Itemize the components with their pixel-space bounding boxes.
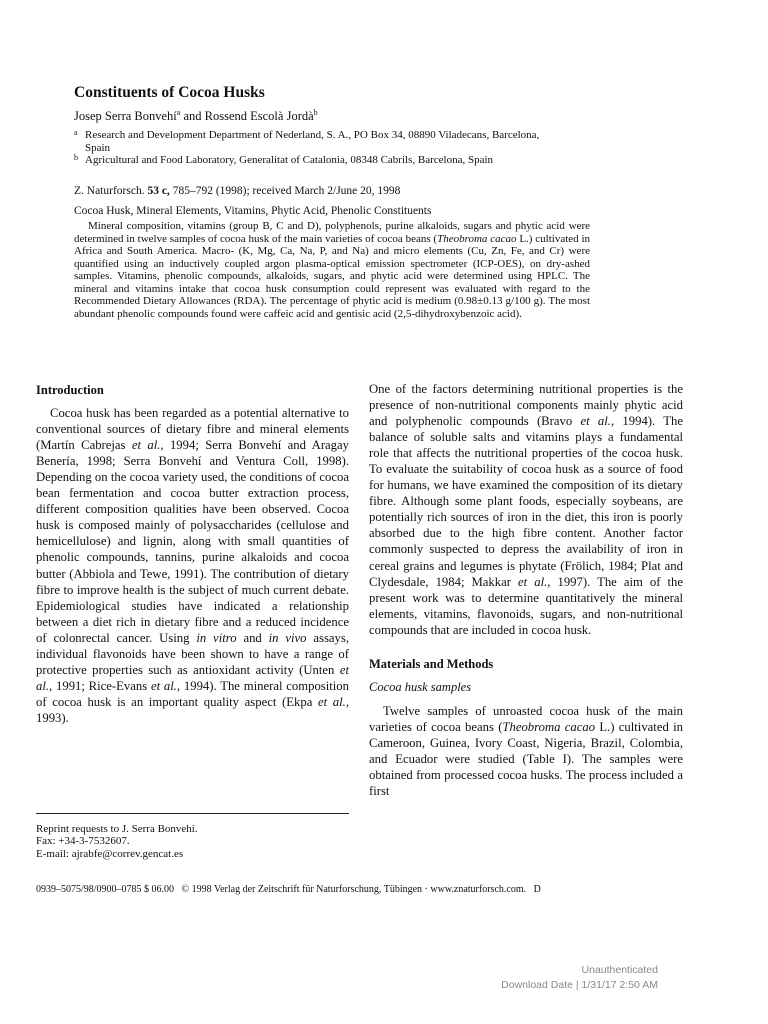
- subsection-heading-cocoa-husk-samples: Cocoa husk samples: [369, 679, 472, 694]
- abstract: [74, 220, 590, 320]
- intro-etal-1: et al.,: [131, 438, 164, 453]
- samples-paragraph: [369, 703, 683, 799]
- abstract-species: Theobroma cacao: [437, 232, 517, 245]
- samples-text-2: L.) cultivated in Cameroon, Guinea, Ivory Coast, Nigeria, Brazil, Colombia, and Ecuador were studied (Table I). The samples were obtained from processed cocoa husks. The process included a first: [369, 719, 683, 799]
- author-conjunction: and: [180, 109, 205, 124]
- intro-text-2: 1994; Serra Bonvehí and Aragay Benería, 1998; Serra Bonvehí and Ventura Coll, 1998). Depending on the cocoa variety used, the conditions of cocoa bean fermentation and cocoa butter extraction process, different composition qualities have been observed. Cocoa husk is composed mainly of polysaccharides (cellulose and hemicellulose) and lignin, along with small quantities of phenolic compounds, tannins, purine alkaloids and cocoa butter (Abbiola and Tewe, 1991). The contribution of dietary fibre to improve health is the subject of much current debate. Epidemiological studies have indicated a relationship between a diet rich in dietary fibre and a reduced incidence of colonrectal cancer. Using: [36, 438, 349, 645]
- abstract-part-1: Mineral composition, vitamins (group B, C and D), polyphenols, purine alkaloids, sugars and phytic acid were determined in twelve samples of cocoa husk of the main varieties of cocoa beans (: [74, 220, 590, 245]
- intro-etal-3: et al.,: [150, 678, 181, 693]
- intro-text-1: Cocoa husk has been regarded as a potential alternative to conventional sources of dietary fibre and mineral elements (Martín Cabrejas: [36, 406, 349, 453]
- reprint-fax: Fax: +34-3-7532607.: [36, 835, 130, 848]
- affiliation-b: [74, 154, 544, 167]
- intro-continued-paragraph: [369, 381, 683, 638]
- introduction-paragraph: [36, 405, 349, 726]
- watermark-download-date: Download Date | 1/31/17 2:50 AM: [501, 979, 658, 991]
- citation-rest: 785–792 (1998); received March 2/June 20, 1998: [169, 185, 401, 197]
- reprint-footnote: [36, 823, 198, 860]
- intro-in-vivo: in vivo: [268, 630, 307, 645]
- right-etal-1: et al.,: [580, 414, 615, 429]
- author-2-affil-mark: b: [313, 108, 318, 117]
- footnote-divider: [36, 813, 349, 814]
- right-etal-2: et al.,: [518, 574, 551, 589]
- affiliation-a-text: Research and Development Department of Nederland, S. A., PO Box 34, 08890 Viladecans, Barcelona, Spain: [85, 129, 540, 154]
- affiliation-a: [74, 129, 544, 154]
- intro-in-vitro: in vitro: [196, 630, 237, 645]
- intro-text-6: 1994). The mineral composition of cocoa husk is an important quality aspect (Ekpa: [36, 678, 349, 709]
- intro-text-3: and: [236, 630, 269, 645]
- affiliation-b-text: Agricultural and Food Laboratory, Generalitat of Catalonia, 08348 Cabrils, Barcelona, Spain: [85, 154, 494, 166]
- citation: [74, 185, 400, 197]
- section-heading-introduction: Introduction: [36, 383, 104, 397]
- samples-species: Theobroma cacao: [502, 719, 596, 734]
- author-1-affil-mark: a: [176, 108, 181, 117]
- intro-text-4: assays, individual flavonoids have been shown to have a range of protective properties such as antioxidant activity (Unten: [36, 630, 349, 677]
- right-text-1: One of the factors determining nutritional properties is the presence of non-nutritional components mainly phytic acid and polyphenolic compounds (Bravo: [369, 382, 683, 429]
- intro-text-5: 1991; Rice-Evans: [52, 678, 151, 693]
- right-text-2: 1994). The balance of soluble salts and vitamins plays a fundamental role that affects the nutritional properties of the cocoa husk. To evaluate the suitability of cocoa husk as a source of food for humans, we have examined the composition of its dietary fibre. Although some plant foods, especially soybeans, are potentially rich sources of iron in the diet, this iron is poorly absorbed due to the high fibre content. Another factor commonly suspected to depress the availability of iron in cereal grains and legumes is phytate (Frölich, 1984; Plat and Clydesdale, 1984; Makkar: [369, 414, 683, 589]
- affiliation-a-mark: a: [74, 128, 78, 137]
- samples-text-1: Twelve samples of unroasted cocoa husk of the main varieties of cocoa beans (: [369, 703, 683, 734]
- paper-title: Constituents of Cocoa Husks: [74, 84, 265, 101]
- abstract-part-2: L.) cultivated in Africa and South America. Macro- (K, Mg, Ca, Na, P, and Na) and micro elements (Cu, Zn, Fe, and Cr) were quantified using an inductively coupled argon plasma-optical emission spectrometer (ICP-OES), on dry-ashed samples. Vitamins, phenolic compounds, alkaloids, sugars, and phytic acid were determined using HPLC. The mineral and vitamins intake that cocoa husk consumption could represent was evaluated with regard to the Recommended Dietary Allowances (RDA). The percentage of phytic acid is medium (0.98±0.13 g/100 g). The most abundant phenolic compounds found were caffeic acid and gentisic acid (2,5-dihydroxybenzoic acid).: [74, 232, 591, 320]
- reprint-email[interactable]: E-mail: ajrabfe@correv.gencat.es: [36, 847, 184, 860]
- left-column: [36, 382, 349, 726]
- intro-text-7: 1993).: [36, 710, 69, 725]
- affiliation-b-mark: b: [74, 153, 78, 162]
- page-footer: 0939–5075/98/0900–0785 $ 06.00 © 1998 Verlag der Zeitschrift für Naturforschung, Tübingen · www.znaturforsch.com. D: [36, 884, 541, 895]
- watermark-unauthenticated: Unauthenticated: [581, 964, 658, 976]
- right-text-3: 1997). The aim of the present work was to determine quantitatively the mineral elements, vitamins, flavonoids, sugars, and non-nutritional compounds that are included in cocoa husk.: [369, 574, 684, 637]
- citation-journal: Z. Naturforsch.: [74, 185, 148, 197]
- author-2: Rossend Escolà Jordà: [204, 109, 314, 124]
- citation-volume: 53 c,: [147, 185, 170, 197]
- author-1: Josep Serra Bonvehí: [74, 109, 177, 124]
- right-column: [369, 381, 683, 799]
- keywords: Cocoa Husk, Mineral Elements, Vitamins, Phytic Acid, Phenolic Constituents: [74, 205, 432, 217]
- intro-etal-2: et al.,: [36, 662, 349, 693]
- section-heading-materials-methods: Materials and Methods: [369, 656, 494, 671]
- authors: [74, 108, 318, 124]
- reprint-requests: Reprint requests to J. Serra Bonvehí.: [36, 823, 198, 835]
- intro-etal-4: et al.,: [317, 694, 350, 709]
